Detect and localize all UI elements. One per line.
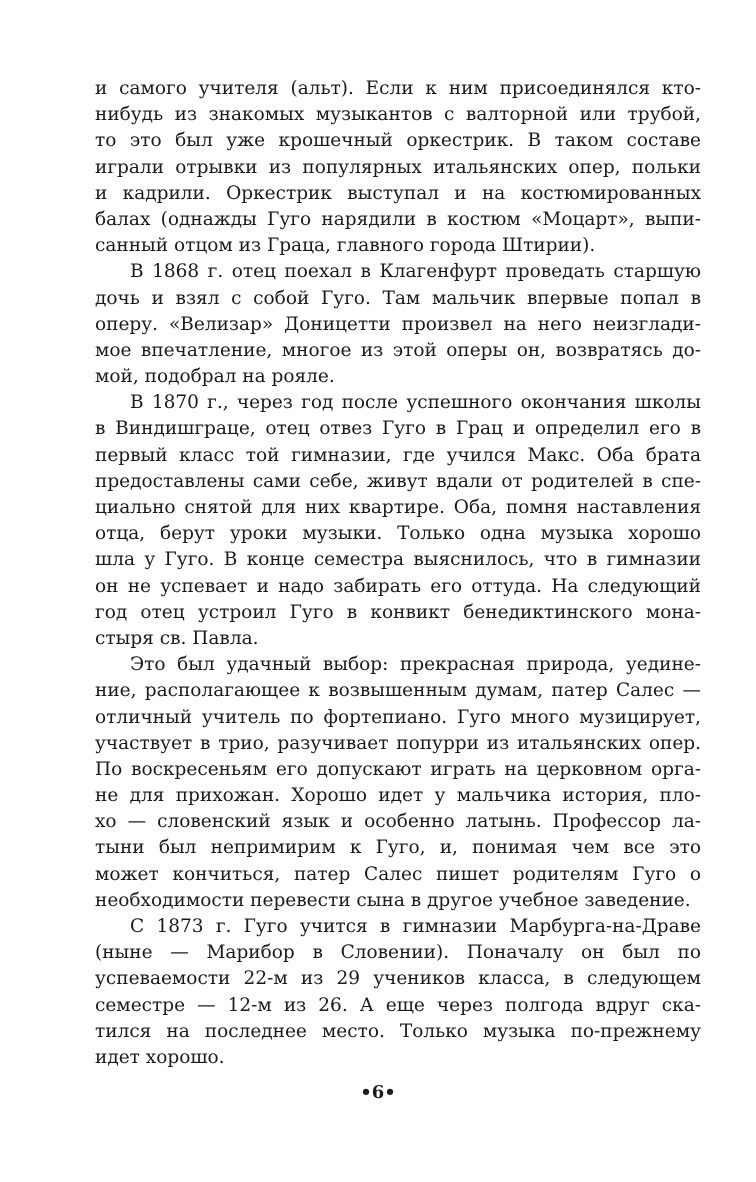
paragraph (95, 652, 701, 914)
text-line: шла у Гуго. В конце семестра выяснилось, что в гимназии (95, 549, 701, 571)
text-line: мой, подобрал на рояле. (95, 366, 335, 388)
text-line: Это был удачный выбор: прекрасная природа, уедине- (130, 654, 701, 676)
text-line: санный отцом из Граца, главного города Штирии). (95, 235, 596, 257)
text-line: первый класс той гимназии, где учился Макс. Оба брата (95, 444, 701, 466)
text-line: семестре — 12-м из 26. А еще через полгода вдруг ска- (95, 994, 701, 1016)
paragraph (95, 914, 701, 1071)
text-line: тился на последнее место. Только музыка по-прежнему (95, 1020, 701, 1042)
text-line: дочь и взял с собой Гуго. Там мальчик впервые попал в (95, 287, 701, 309)
paragraph (95, 390, 701, 652)
paragraph (95, 76, 701, 259)
text-line: тыни был непримирим к Гуго, и, понимая чем все это (95, 837, 701, 859)
text-line: то это был уже крошечный оркестрик. В таком составе (95, 130, 701, 152)
text-line: По воскресеньям его допускают играть на церковном орга- (95, 758, 701, 780)
paragraph (95, 259, 701, 390)
text-line: (ныне — Марибор в Словении). Поначалу он был по (95, 942, 701, 964)
text-line: хо — словенский язык и особенно латынь. Профессор ла- (95, 811, 701, 833)
text-line: он не успевает и надо забирать его оттуда. На следующий (95, 575, 701, 597)
text-line: ние, располагающее к возвышенным думам, патер Салес — (95, 680, 701, 702)
text-line: отца, берут уроки музыки. Только одна музыка хорошо (95, 523, 701, 545)
text-line: предоставлены сами себе, живут вдали от родителей в спе- (95, 470, 701, 492)
text-line: отличный учитель по фортепиано. Гуго много музицирует, (95, 706, 701, 728)
text-line: балах (однажды Гуго нарядили в костюм «Моцарт», выпи- (95, 208, 701, 230)
text-line: В 1868 г. отец поехал в Клагенфурт проведать старшую (130, 261, 701, 283)
text-line: не для прихожан. Хорошо идет у мальчика история, пло- (95, 785, 701, 807)
text-line: год отец устроил Гуго в конвикт бенедиктинского мона- (95, 601, 701, 623)
body-text (95, 76, 701, 1071)
text-line: участвует в трио, разучивает попурри из итальянских опер. (95, 732, 701, 754)
text-line: стыря св. Павла. (95, 627, 259, 649)
text-line: идет хорошо. (95, 1046, 225, 1068)
text-line: нибудь из знакомых музыкантов с валторной или трубой, (95, 104, 701, 126)
text-line: С 1873 г. Гуго учится в гимназии Марбурга-на-Драве (130, 916, 701, 937)
text-line: циально снятой для них квартире. Оба, помня наставления (95, 497, 701, 518)
text-line: мое впечатление, многое из этой оперы он, возвратясь до- (95, 339, 701, 361)
text-line: играли отрывки из популярных итальянских опер, польки (95, 156, 701, 178)
text-line: оперу. «Велизар» Доницетти произвел на него неизглади- (95, 313, 701, 335)
text-line: может кончиться, патер Салес пишет родителям Гуго о (95, 863, 701, 885)
text-line: В 1870 г., через год после успешного окончания школы (130, 392, 701, 414)
text-line: необходимости перевести сына в другое учебное заведение. (95, 889, 691, 911)
page-number: •6• (360, 1082, 396, 1103)
text-line: успеваемости 22-м из 29 учеников класса, в следующем (95, 968, 701, 990)
text-line: в Виндишграце, отец отвез Гуго в Грац и определил его в (95, 418, 701, 440)
text-line: и самого учителя (альт). Если к ним присоединялся кто- (95, 78, 701, 99)
text-line: и кадрили. Оркестрик выступал и на костюмированных (95, 182, 701, 204)
